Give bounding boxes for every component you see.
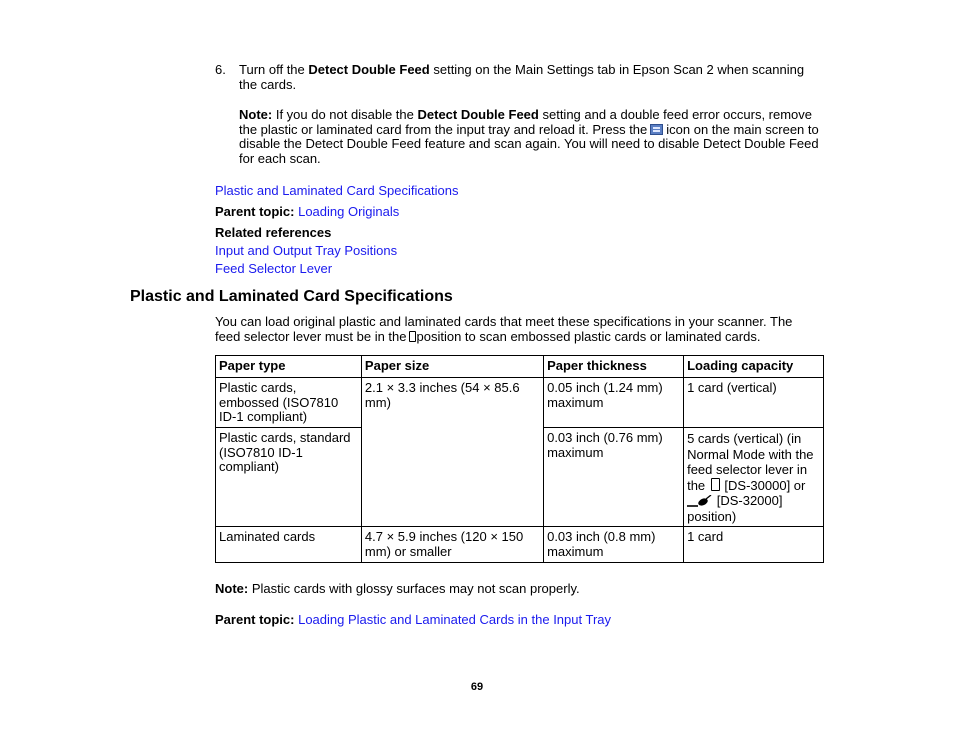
table-row	[216, 378, 824, 428]
note2-text: Plastic cards with glossy surfaces may not scan properly.	[248, 581, 580, 596]
parent-topic-2-label: Parent topic:	[215, 612, 295, 627]
card-lever-icon	[711, 478, 720, 491]
intro-paragraph	[215, 314, 815, 344]
cell-thickness: 0.03 inch (0.8 mm) maximum	[544, 527, 684, 563]
step-text-bold: Detect Double Feed	[308, 62, 430, 77]
cell-size: 4.7 × 5.9 inches (120 × 150 mm) or smaller	[361, 527, 543, 563]
parent-topic	[215, 204, 399, 219]
tray-positions-link[interactable]: Input and Output Tray Positions	[215, 243, 398, 258]
intro-text-2: position to scan embossed plastic cards or laminated cards.	[416, 329, 761, 344]
step-text-post: setting on the Main Settings tab in Epson Scan 2 when scanning the cards.	[239, 62, 805, 92]
page-number: 69	[470, 681, 484, 693]
capacity-text-b: [DS-30000] or	[724, 477, 806, 493]
cell-type: Plastic cards, embossed (ISO7810 ID-1 compliant)	[216, 378, 362, 428]
step-text-pre: Turn off the	[239, 62, 309, 77]
table-row	[216, 527, 824, 563]
step-text	[239, 62, 819, 92]
header-loading-capacity: Loading capacity	[684, 356, 824, 378]
spec-table	[215, 355, 824, 563]
header-paper-type: Paper type	[216, 356, 362, 378]
parent-topic-2	[215, 612, 611, 627]
related-references-label: Related references	[215, 225, 332, 240]
cell-capacity: 1 card	[684, 527, 824, 563]
feed-selector-link[interactable]: Feed Selector Lever	[215, 261, 333, 276]
note-label: Note:	[239, 107, 273, 122]
header-paper-size: Paper size	[361, 356, 543, 378]
capacity-text-c: [DS-32000] position)	[687, 493, 783, 524]
parent-topic-label: Parent topic:	[215, 204, 295, 219]
step-number: 6.	[215, 62, 226, 77]
note-text-1: If you do not disable the	[272, 107, 418, 122]
header-paper-thickness: Paper thickness	[544, 356, 684, 378]
cell-thickness: 0.05 inch (1.24 mm) maximum	[544, 378, 684, 428]
loading-originals-link[interactable]: Loading Originals	[298, 204, 400, 219]
loading-cards-link[interactable]: Loading Plastic and Laminated Cards in the Input Tray	[298, 612, 612, 627]
note-text-3: icon on the main screen to disable the Detect Double Feed feature and scan again. You will need to disable Detect Double Feed for each scan.	[239, 121, 819, 166]
table-header-row	[216, 356, 824, 378]
cell-type: Laminated cards	[216, 527, 362, 563]
double-feed-note	[239, 108, 819, 166]
note-text-2: setting and a double feed error occurs, remove the plastic or laminated card from the input tray and reload it. Press the	[239, 107, 813, 137]
card-lever-icon	[409, 331, 416, 342]
cell-type: Plastic cards, standard (ISO7810 ID-1 compliant)	[216, 428, 362, 527]
skip-detection-icon	[650, 124, 663, 135]
cell-size: 2.1 × 3.3 inches (54 × 85.6 mm)	[361, 378, 543, 527]
spec-link[interactable]: Plastic and Laminated Card Specifications	[215, 183, 459, 198]
glossy-note	[215, 581, 580, 596]
note-bold: Detect Double Feed	[417, 107, 539, 122]
section-heading: Plastic and Laminated Card Specifications	[130, 288, 453, 305]
cell-capacity: 1 card (vertical)	[684, 378, 824, 428]
intro-text-1: You can load original plastic and laminated cards that meet these specifications in your scanner. The feed selector lever must be in the	[215, 314, 793, 344]
cell-capacity	[684, 428, 824, 527]
note2-label: Note:	[215, 581, 249, 596]
capacity-text-a: 5 cards (vertical) (in Normal Mode with the feed selector lever in the	[687, 431, 814, 493]
cell-thickness: 0.03 inch (0.76 mm) maximum	[544, 428, 684, 527]
laminated-lever-icon	[687, 495, 713, 507]
